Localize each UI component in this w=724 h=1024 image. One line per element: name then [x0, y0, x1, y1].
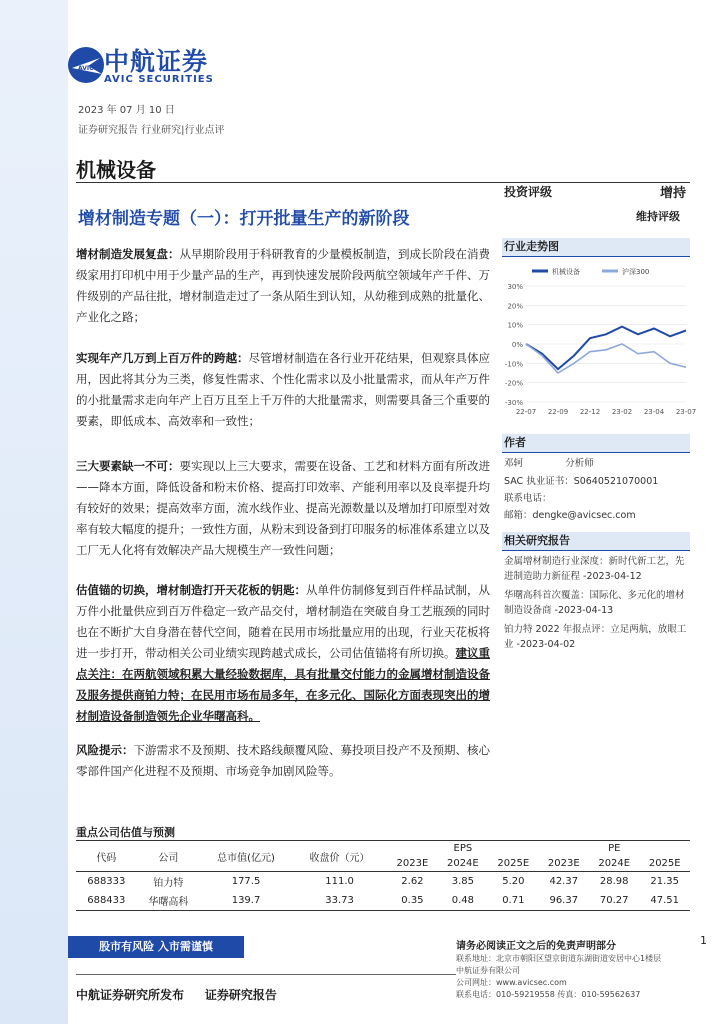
- header-price: 收盘价（元）: [292, 841, 387, 872]
- table-row: [76, 891, 690, 911]
- related-item[interactable]: 华曙高科首次覆盖：国际化、多元化的增材制造设备商 -2023-04-13: [504, 590, 685, 616]
- cell-value: 0.48: [451, 895, 474, 906]
- x-tick-label: 22-12: [579, 408, 601, 416]
- y-tick-label: 10%: [507, 321, 523, 330]
- cell-company: 华曙高科: [148, 897, 189, 908]
- y-tick-label: 30%: [507, 283, 523, 291]
- rating-label: 投资评级: [504, 185, 553, 199]
- footer-phone: 联系电话：010-59219558 传真：010-59562637: [456, 990, 641, 999]
- rating-value: 增持: [660, 186, 687, 201]
- footer-divider: [76, 974, 456, 975]
- footer-company: 中航证券有限公司: [456, 966, 520, 975]
- paragraph-lead: 增材制造发展复盘：: [76, 247, 180, 261]
- footer-publisher: [76, 986, 277, 1003]
- header-company: 公司: [137, 841, 201, 872]
- disclaimer: 请务必阅读正文之后的免责声明部分: [456, 941, 616, 952]
- cell-value: 70.27: [599, 895, 629, 906]
- series-line-csi300: [526, 344, 686, 373]
- year-header: 2025E: [639, 856, 690, 872]
- cell-value: 96.37: [549, 895, 579, 906]
- analyst-name: 邓轲: [504, 458, 524, 469]
- trend-chart: [502, 262, 697, 422]
- related-header: 相关研究报告: [502, 532, 690, 551]
- paragraph-scale: [76, 348, 490, 432]
- year-header: 2025E: [488, 856, 538, 872]
- cell-price: 33.73: [325, 895, 354, 906]
- cell-value: 42.37: [549, 876, 579, 887]
- cell-value: 5.20: [502, 876, 525, 887]
- x-tick-label: 22-09: [547, 408, 569, 416]
- series-line-machinery: [526, 327, 686, 370]
- table-title: 重点公司估值与预测: [76, 826, 175, 839]
- paragraph-lead: 实现年产几万到上百万件的跨越：: [76, 351, 249, 365]
- rating-sub: 维持评级: [636, 210, 680, 223]
- x-tick-label: 22-07: [515, 408, 537, 416]
- cell-value: 0.35: [401, 895, 424, 906]
- paragraph-elements: [76, 456, 490, 561]
- header-eps: EPS: [387, 841, 538, 857]
- header-market-cap: 总市值(亿元): [200, 841, 292, 872]
- y-tick-label: -30%: [504, 399, 523, 407]
- paragraph-text: 要实现以上三大要求，需要在设备、工艺和材料方面有所改进——降本方面，降低设备和粉末价格、提高打印效率、产能利用率以及良率提升均有较好的效果；提高效率方面，流水线作业、提高光源数量以及增加打印原型对效率有较大幅度的提升；一致性方面，从粉末到设备到打印服务的标准体系建立以及工厂无人化将有效解决产品大规模生产一致性问题；: [76, 459, 490, 557]
- y-tick-label: -10%: [504, 360, 523, 369]
- paragraph-lead: 三大要素缺一不可：: [76, 459, 180, 473]
- paragraph-text: 尽管增材制造在各行业开花结果，但观察具体应用，因此将其分为三类，修复性需求、个性化需求以及小批量需求，而从年产万件的小批量需求走向年产上百万且至上千万件的大批量需求，则需要具备三个重要的要素，即低成本、高效率和一致性；: [76, 351, 490, 428]
- recommendation-text: 在两航领域积累大量经验数据库，具有批量交付能力的金属增材制造设备及服务提供商铂力特；在民用市场布局多年，在多元化、国际化方面表现突出的增材制造设备制造领先企业华曙高科。: [76, 667, 490, 723]
- author-email: 邮箱：dengke@avicsec.com: [504, 510, 636, 521]
- cell-code: 688333: [87, 876, 126, 887]
- year-header: 2023E: [387, 856, 437, 872]
- related-item[interactable]: 铂力特 2022 年报点评：立足两航，放眼工业 -2023-04-02: [504, 624, 687, 650]
- trend-chart-header: 行业走势图: [502, 238, 690, 257]
- report-title: 增材制造专题（一）：打开批量生产的新阶段: [78, 209, 410, 229]
- cell-cap: 177.5: [231, 876, 261, 887]
- brand-name-en: AVIC SECURITIES: [104, 74, 214, 85]
- legend-label: 沪深300: [622, 268, 650, 276]
- year-header: 2024E: [589, 856, 639, 872]
- paragraph-risk: [76, 740, 490, 782]
- y-tick-label: 20%: [507, 302, 523, 311]
- y-tick-label: 0%: [511, 341, 523, 349]
- paragraph-text: 下游需求不及预期、技术路线颠覆风险、募投项目投产不及预期、核心零部件国产化进程不及预期、市场竞争加剧风险等。: [76, 743, 490, 778]
- author-sac: SAC 执业证书：S0640521070001: [504, 476, 659, 487]
- x-tick-label: 23-04: [643, 408, 665, 416]
- brand-name-cn: 中航证券: [104, 47, 209, 76]
- paragraph-history: [76, 244, 490, 328]
- author-name: [504, 456, 688, 471]
- left-sidebar: [0, 0, 68, 1024]
- svg-text:AVIC: AVIC: [78, 65, 94, 72]
- related-item[interactable]: 金属增材制造行业深度：新时代新工艺，先进制造助力新征程 -2023-04-12: [504, 556, 685, 582]
- paragraph-lead: 估值锚的切换，增材制造打开天花板的钥匙：: [76, 583, 306, 597]
- cell-value: 21.35: [650, 876, 680, 887]
- paragraph-valuation: [76, 580, 490, 727]
- cell-value: 2.62: [401, 876, 424, 887]
- paragraph-text: 从早期阶段用于科研教育的少量模板制造，到成长阶段在消费级家用打印机中用于少量产品的生产，再到快速发展阶段两航空领域年产千件、万件级别的产品往批，增材制造走过了一条从陌生到认知，从幼稚到成熟的批量化、产业化之路；: [76, 247, 490, 324]
- recommendation-lead: 建议重点关注：: [76, 646, 490, 681]
- author-header: 作者: [502, 434, 690, 453]
- table-row: [76, 872, 690, 892]
- paragraph-text: 从单件仿制修复到百件样品试制，从万件小批量供应到百万件稳定一致产品交付，增材制造在突破自身工艺瓶颈的同时也在不断扩大自身潜在替代空间，随着在民用市场批量应用的出现，行业天花板将进一步打开，带动相关公司业绩实现跨越式成长，公司估值锚将有所切换。: [76, 583, 490, 660]
- paragraph-lead: 风险提示：: [76, 743, 134, 757]
- valuation-table: [76, 840, 690, 911]
- report-type: 证券研究报告 行业研究|行业点评: [78, 125, 225, 136]
- cell-value: 0.71: [502, 895, 525, 906]
- page-number: 1: [700, 934, 707, 947]
- report-label: 证券研究报告: [204, 988, 277, 1002]
- legend-label: 机械设备: [552, 268, 580, 276]
- risk-banner: 股市有风险 入市需谨慎: [68, 936, 244, 958]
- report-date: 2023 年 07 月 10 日: [78, 105, 175, 116]
- cell-company: 铂力特: [153, 878, 184, 889]
- year-header: 2024E: [438, 856, 488, 872]
- cell-value: 47.51: [650, 895, 680, 906]
- header-code: 代码: [76, 841, 137, 872]
- footer-address: 联系地址：北京市朝阳区望京街道东湖街道安居中心1楼层: [456, 954, 662, 963]
- footer-website[interactable]: 公司网址：www.avicsec.com: [456, 978, 567, 987]
- header-pe: PE: [539, 841, 690, 857]
- publisher-name: 中航证券研究所发布: [76, 988, 185, 1002]
- cell-value: 28.98: [599, 876, 629, 887]
- y-tick-label: -20%: [504, 379, 523, 388]
- cell-value: 3.85: [451, 876, 474, 887]
- industry-name: 机械设备: [76, 158, 156, 182]
- x-tick-label: 23-02: [611, 408, 633, 416]
- year-header: 2023E: [539, 856, 589, 872]
- title-divider: [76, 182, 690, 183]
- cell-price: 111.0: [325, 876, 354, 887]
- cell-cap: 139.7: [231, 895, 261, 906]
- x-tick-label: 23-07: [675, 408, 697, 416]
- author-phone: 联系电话：: [504, 493, 552, 504]
- cell-code: 688433: [87, 895, 126, 906]
- analyst-role: 分析师: [565, 458, 594, 469]
